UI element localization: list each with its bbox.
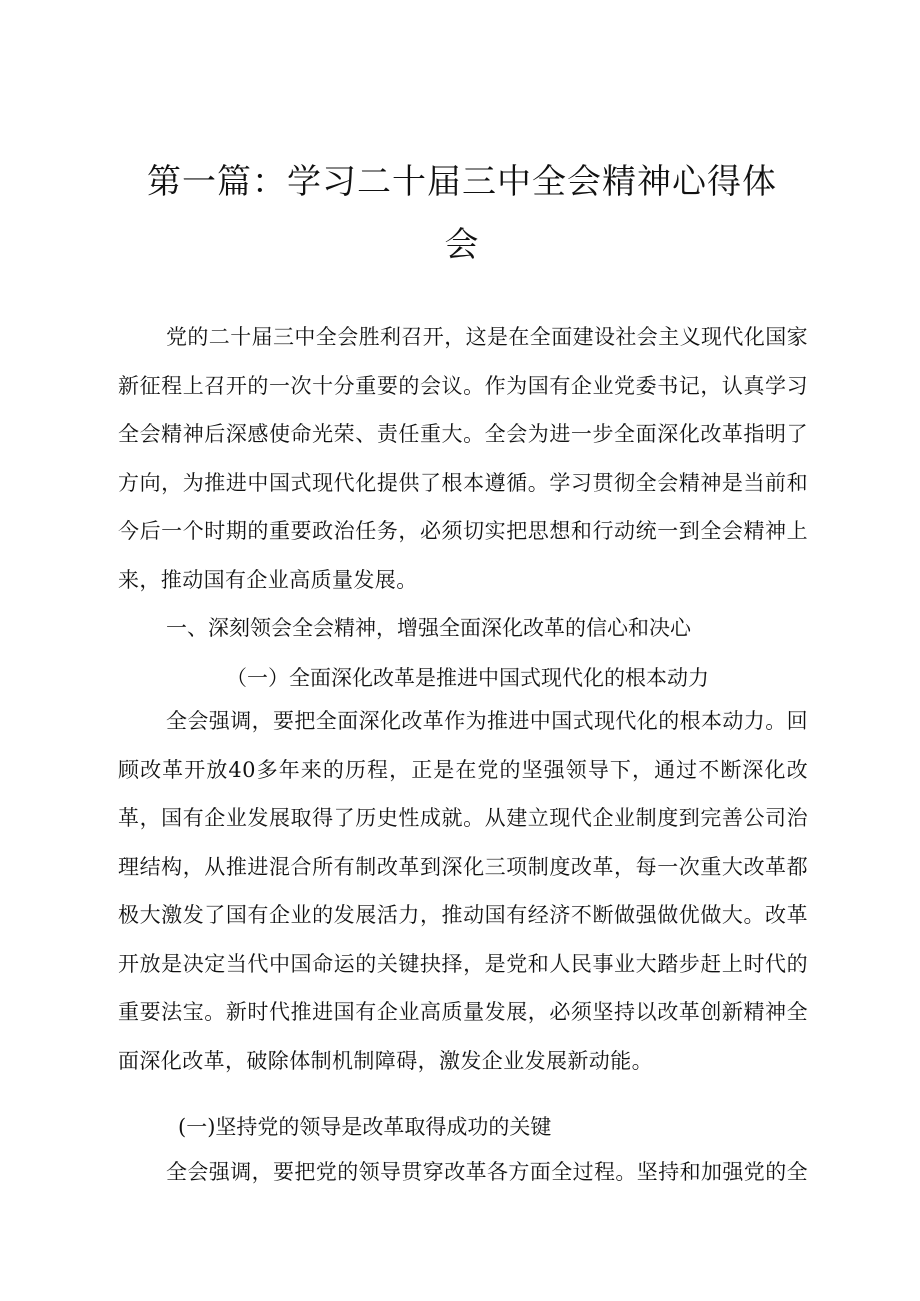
- document-title-line1: 第一篇：学习二十届三中全会精神心得体: [147, 162, 777, 202]
- paragraph-party-leadership: 全会强调，要把党的领导贯穿改革各方面全过程。坚持和加强党的全: [166, 1160, 808, 1184]
- document-title-line2: 会: [444, 225, 480, 265]
- paragraph-reform: 全会强调，要把全面深化改革作为推进中国式现代化的根本动力。回顾改革开放40多年来的历程，正是在党的坚强领导下，通过不断深化改革，国有企业发展取得了历史性成就。从建立现代企业制度到完善公司治理结构，从推进混合所有制改革到深化三项制度改革，每一次重大改革都极大激发了国有企业的发展活力，推动国有经济不断做强做优做大。改革开放是决定当代中国命运的关键抉择，是党和人民事业大踏步赶上时代的重要法宝。新时代推进国有企业高质量发展，必须坚持以改革创新精神全面深化改革，破除体制机制障碍，激发企业发展新动能。: [118, 709, 808, 1073]
- paragraph-intro: 党的二十届三中全会胜利召开，这是在全面建设社会主义现代化国家新征程上召开的一次十分重要的会议。作为国有企业党委书记，认真学习全会精神后深感使命光荣、责任重大。全会为进一步全面深化改革指明了方向，为推进中国式现代化提供了根本遵循。学习贯彻全会精神是当前和今后一个时期的重要政治任务，必须切实把思想和行动统一到全会精神上来，推动国有企业高质量发展。: [118, 325, 808, 592]
- section-heading-1: 一、深刻领会全会精神，增强全面深化改革的信心和决心: [166, 616, 691, 640]
- subsection-heading-2: (一)坚持党的领导是改革取得成功的关键: [178, 1115, 552, 1139]
- subsection-heading-1: （一）全面深化改革是推进中国式现代化的根本动力: [226, 666, 709, 690]
